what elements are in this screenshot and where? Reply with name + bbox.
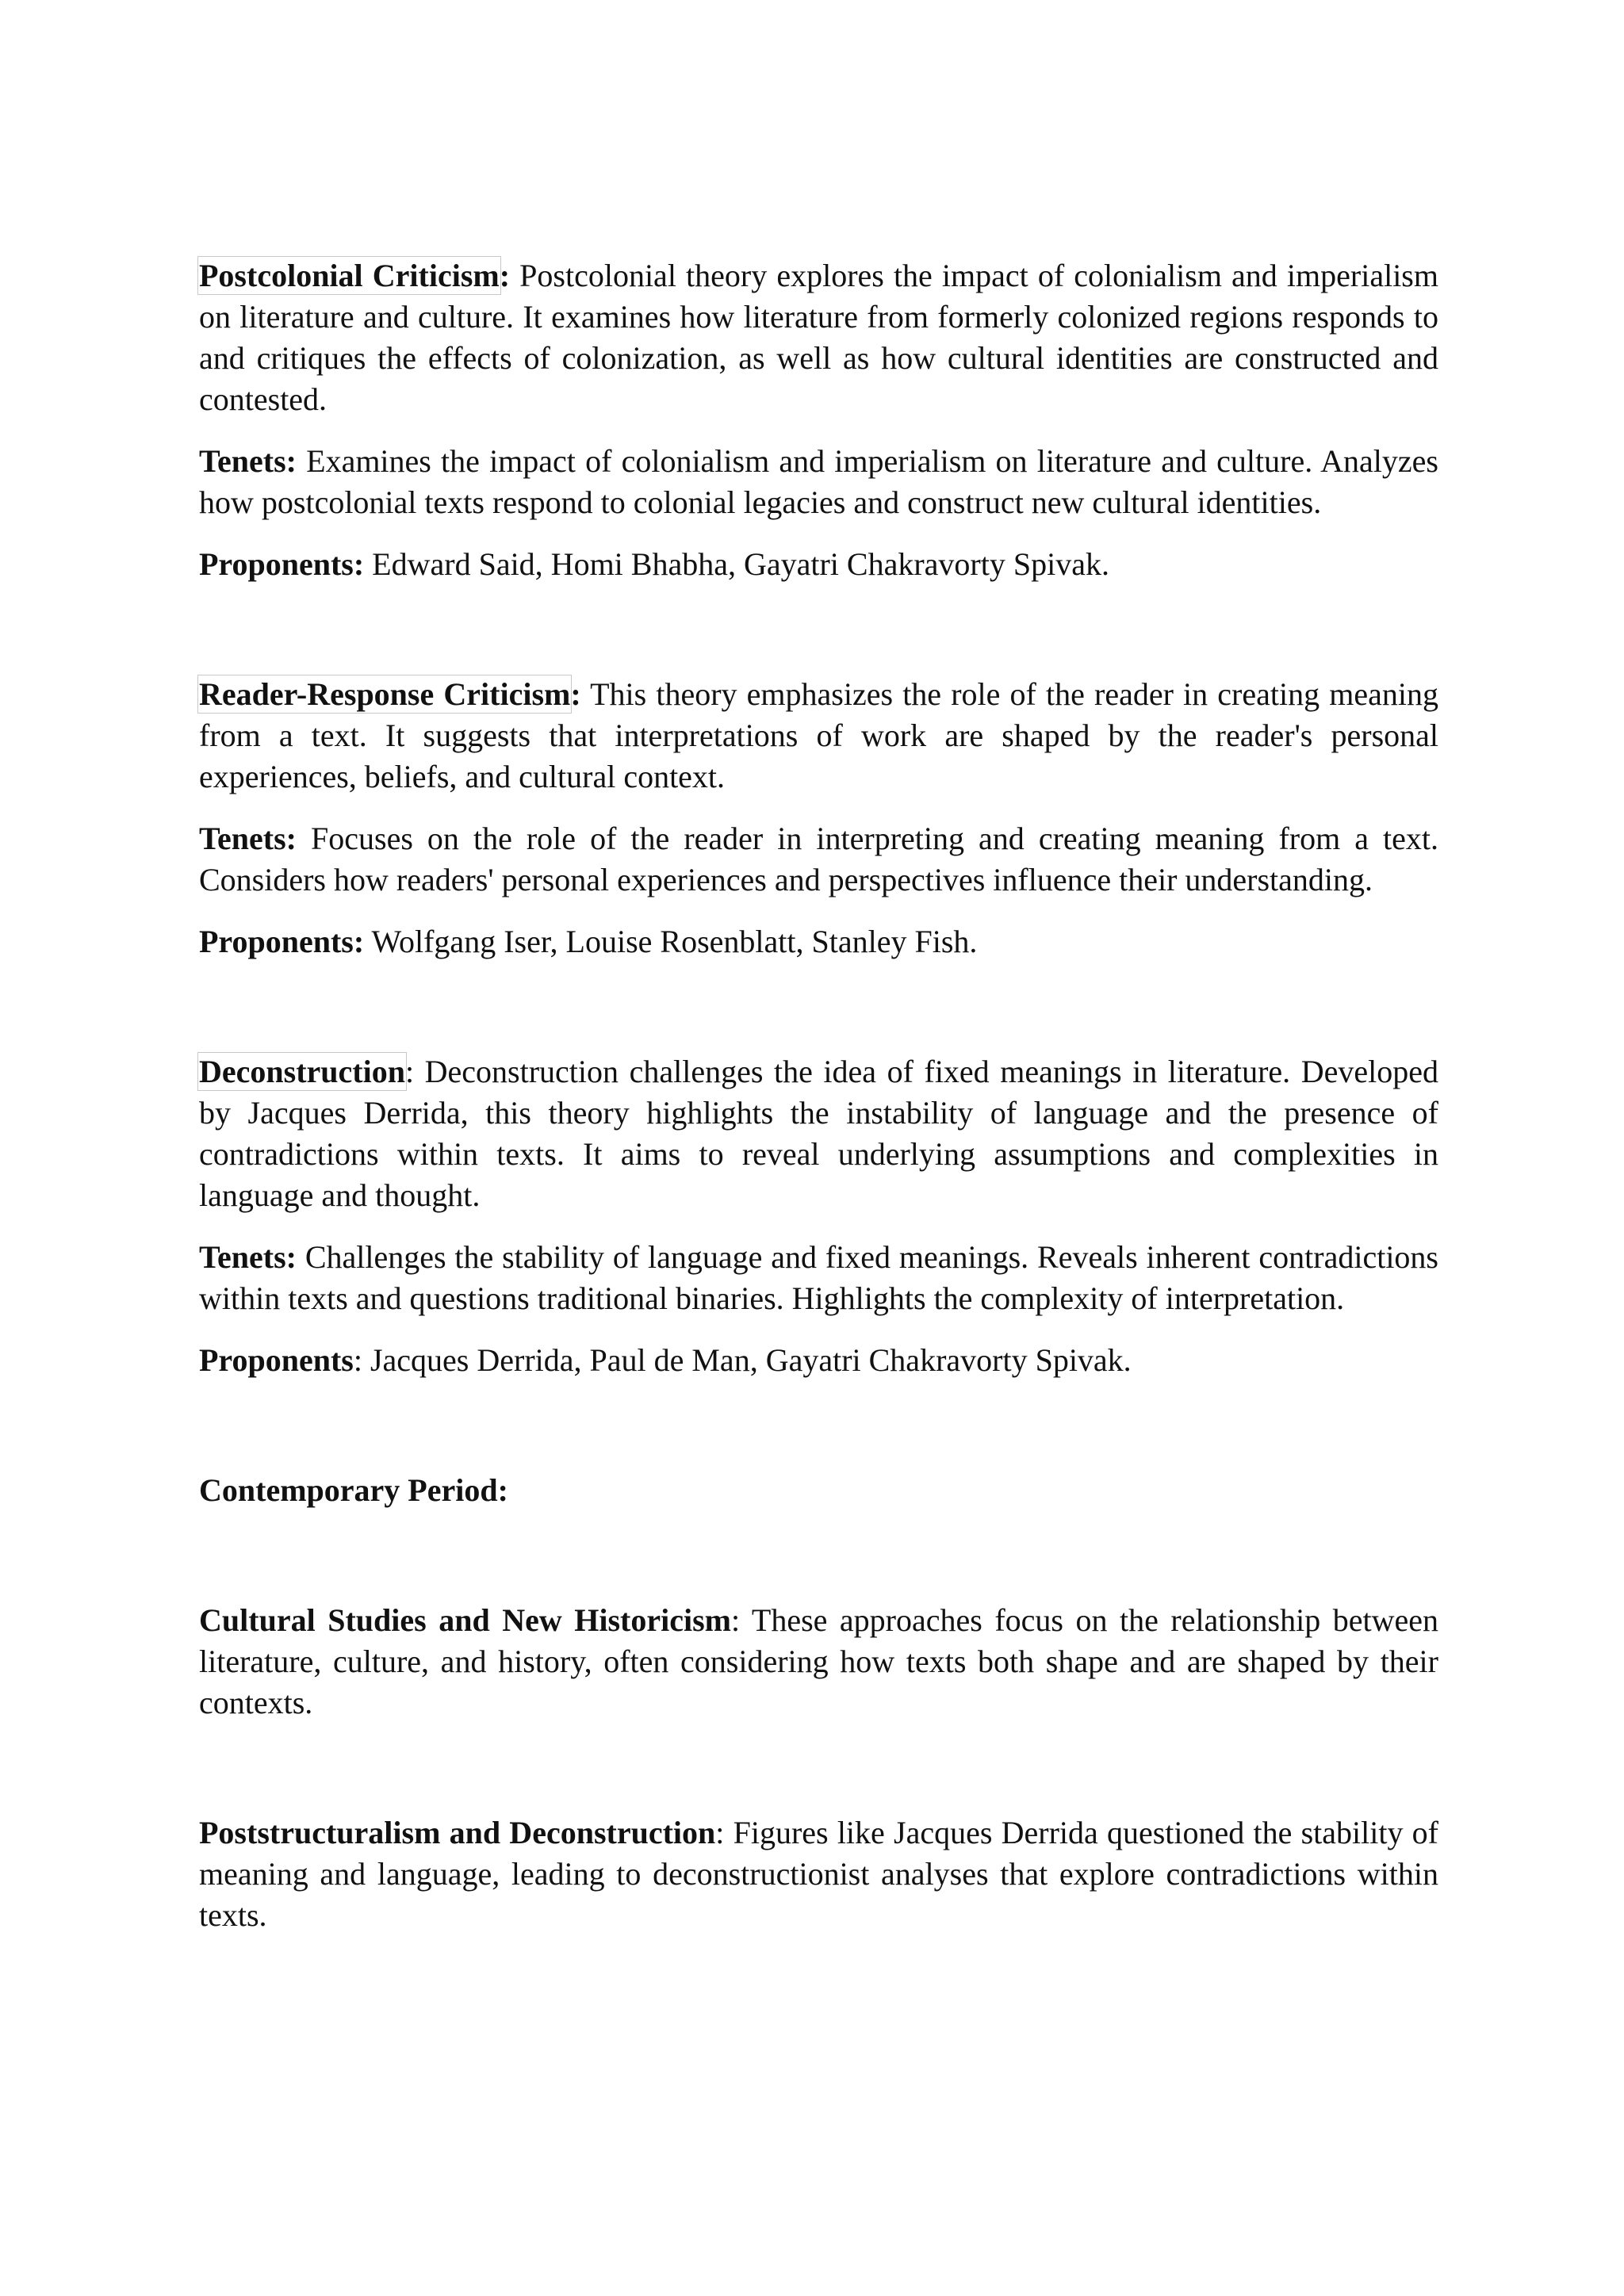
proponents-paragraph-reader-response: [199, 921, 1438, 962]
tenets-text: Challenges the stability of language and fixed meanings. Reveals inherent contradictions within texts and questions traditional binaries. Highlights the complexity of interpretation.: [199, 1239, 1438, 1316]
contemporary-heading: Contemporary Period:: [199, 1472, 508, 1508]
proponents-label: Proponents:: [199, 546, 365, 582]
section-heading-postcolonial: Postcolonial Criticism: [199, 258, 500, 293]
contemporary-item-label: Cultural Studies and New Historicism: [199, 1602, 731, 1638]
proponents-paragraph-postcolonial: [199, 544, 1438, 585]
proponents-paragraph-deconstruction: [199, 1340, 1438, 1381]
section-heading-deconstruction: Deconstruction: [199, 1054, 405, 1089]
section-heading-reader-response: Reader-Response Criticism: [199, 676, 571, 712]
section-intro-text: : Deconstruction challenges the idea of fixed meanings in literature. Developed by Jacques Derrida, this theory highlights the instability of language and the presence of contradictions within texts. It aims to reveal underlying assumptions and complexities in language and thought.: [199, 1054, 1438, 1213]
tenets-paragraph-postcolonial: [199, 441, 1438, 523]
heading-colon: :: [570, 676, 581, 712]
tenets-label: Tenets:: [199, 821, 297, 856]
contemporary-item-text: : These approaches focus on the relationship between literature, culture, and history, often considering how texts both shape and are shaped by their contexts.: [199, 1602, 1438, 1720]
document-page: [199, 255, 1438, 1936]
section-intro-postcolonial: [199, 255, 1438, 420]
tenets-text: Examines the impact of colonialism and imperialism on literature and culture. Analyzes how postcolonial texts respond to colonial legacies and construct new cultural identities.: [199, 443, 1438, 520]
section-intro-text: Postcolonial theory explores the impact of colonialism and imperialism on literature and culture. It examines how literature from formerly colonized regions responds to and critiques the effects of colonization, as well as how cultural identities are constructed and contested.: [199, 258, 1438, 417]
proponents-text: Wolfgang Iser, Louise Rosenblatt, Stanley Fish.: [364, 924, 978, 959]
tenets-paragraph-deconstruction: [199, 1237, 1438, 1319]
contemporary-item-poststructuralism: [199, 1812, 1438, 1936]
contemporary-heading-paragraph: [199, 1470, 1438, 1511]
section-intro-deconstruction: [199, 1051, 1438, 1216]
section-intro-reader-response: [199, 674, 1438, 798]
heading-colon: :: [499, 258, 511, 293]
tenets-label: Tenets:: [199, 443, 297, 479]
tenets-label: Tenets:: [199, 1239, 297, 1275]
contemporary-item-label: Poststructuralism and Deconstruction: [199, 1815, 716, 1850]
contemporary-item-text: : Figures like Jacques Derrida questioned the stability of meaning and language, leading to deconstructionist analyses that explore contradictions within texts.: [199, 1815, 1438, 1933]
proponents-label: Proponents:: [199, 924, 365, 959]
section-intro-text: This theory emphasizes the role of the reader in creating meaning from a text. It suggests that interpretations of work are shaped by the reader's personal experiences, beliefs, and cultural context.: [199, 676, 1438, 794]
tenets-text: Focuses on the role of the reader in interpreting and creating meaning from a text. Considers how readers' personal experiences and perspectives influence their understanding.: [199, 821, 1438, 897]
contemporary-item-cultural-studies: [199, 1600, 1438, 1724]
proponents-text: : Jacques Derrida, Paul de Man, Gayatri Chakravorty Spivak.: [353, 1342, 1132, 1378]
proponents-label: Proponents: [199, 1342, 354, 1378]
tenets-paragraph-reader-response: [199, 818, 1438, 901]
proponents-text: Edward Said, Homi Bhabha, Gayatri Chakravorty Spivak.: [364, 546, 1109, 582]
